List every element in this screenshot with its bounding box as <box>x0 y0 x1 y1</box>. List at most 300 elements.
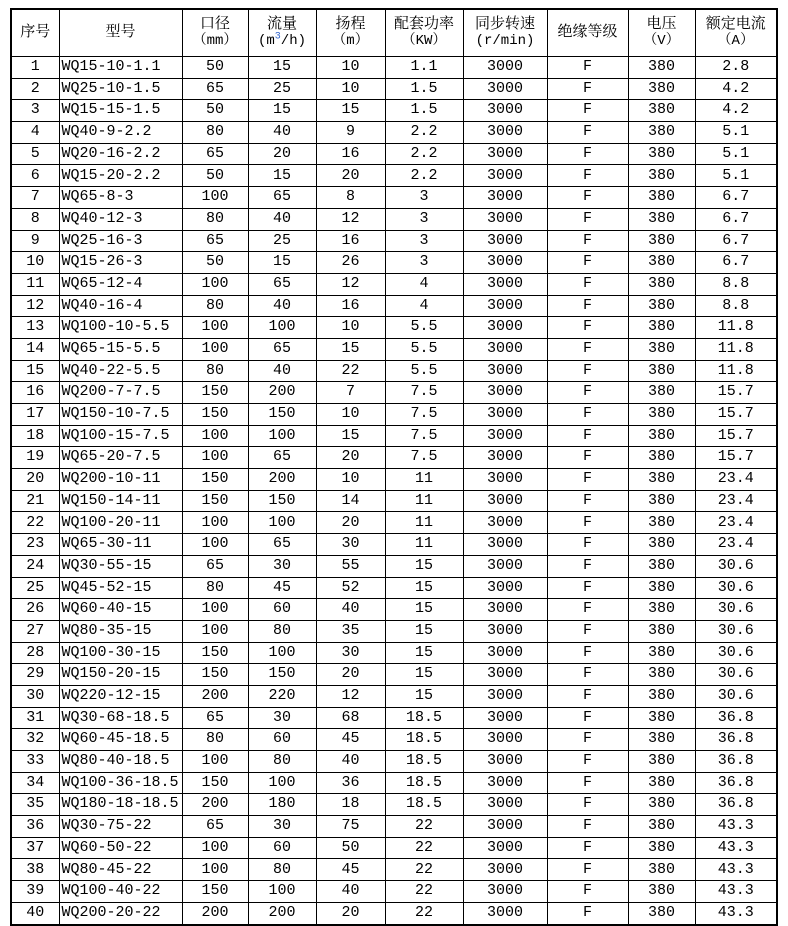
cell-flow: 200 <box>248 382 316 404</box>
cell-voltage: 380 <box>628 230 695 252</box>
cell-index: 9 <box>11 230 59 252</box>
cell-speed: 3000 <box>463 794 547 816</box>
cell-index: 39 <box>11 881 59 903</box>
cell-power: 2.2 <box>385 165 463 187</box>
cell-model: WQ100-40-22 <box>59 881 182 903</box>
cell-index: 26 <box>11 599 59 621</box>
column-unit: （m） <box>332 32 369 49</box>
table-row <box>11 382 777 404</box>
cell-flow: 200 <box>248 902 316 924</box>
cell-diameter: 150 <box>182 642 248 664</box>
cell-current: 11.8 <box>695 360 777 382</box>
cell-insulation: F <box>547 143 628 165</box>
table-row <box>11 642 777 664</box>
cell-flow: 80 <box>248 751 316 773</box>
column-unit: (r/min) <box>475 32 535 49</box>
cell-power: 22 <box>385 816 463 838</box>
cell-head: 10 <box>316 317 385 339</box>
cell-model: WQ220-12-15 <box>59 685 182 707</box>
cell-current: 6.7 <box>695 208 777 230</box>
cell-voltage: 380 <box>628 555 695 577</box>
cell-current: 36.8 <box>695 772 777 794</box>
cell-flow: 80 <box>248 859 316 881</box>
cell-flow: 15 <box>248 57 316 79</box>
table-row <box>11 78 777 100</box>
cell-insulation: F <box>547 469 628 491</box>
cell-power: 3 <box>385 230 463 252</box>
cell-insulation: F <box>547 577 628 599</box>
cell-speed: 3000 <box>463 772 547 794</box>
column-unit: （KW） <box>401 32 447 49</box>
cell-insulation: F <box>547 512 628 534</box>
cell-voltage: 380 <box>628 620 695 642</box>
cell-diameter: 100 <box>182 534 248 556</box>
cell-speed: 3000 <box>463 751 547 773</box>
cell-current: 15.7 <box>695 382 777 404</box>
column-title: 额定电流 <box>705 16 766 34</box>
cell-head: 45 <box>316 859 385 881</box>
cell-model: WQ30-55-15 <box>59 555 182 577</box>
column-title: 配套功率 <box>393 16 454 34</box>
cell-diameter: 100 <box>182 425 248 447</box>
cell-model: WQ15-26-3 <box>59 252 182 274</box>
cell-model: WQ100-20-11 <box>59 512 182 534</box>
cell-voltage: 380 <box>628 338 695 360</box>
column-title: 绝缘等级 <box>557 23 618 41</box>
cell-flow: 40 <box>248 122 316 144</box>
cell-index: 25 <box>11 577 59 599</box>
cell-index: 12 <box>11 295 59 317</box>
cell-current: 11.8 <box>695 317 777 339</box>
cell-voltage: 380 <box>628 599 695 621</box>
cell-insulation: F <box>547 78 628 100</box>
cell-index: 32 <box>11 729 59 751</box>
cell-power: 22 <box>385 859 463 881</box>
cell-index: 30 <box>11 685 59 707</box>
cell-power: 7.5 <box>385 404 463 426</box>
cell-insulation: F <box>547 425 628 447</box>
cell-index: 35 <box>11 794 59 816</box>
cell-current: 36.8 <box>695 794 777 816</box>
cell-index: 17 <box>11 404 59 426</box>
cell-voltage: 380 <box>628 664 695 686</box>
cell-insulation: F <box>547 772 628 794</box>
table-row <box>11 317 777 339</box>
table-row <box>11 165 777 187</box>
cell-head: 26 <box>316 252 385 274</box>
cell-current: 5.1 <box>695 165 777 187</box>
cell-voltage: 380 <box>628 816 695 838</box>
cell-power: 18.5 <box>385 751 463 773</box>
cell-diameter: 65 <box>182 230 248 252</box>
cell-power: 3 <box>385 252 463 274</box>
cell-model: WQ30-68-18.5 <box>59 707 182 729</box>
cell-diameter: 50 <box>182 165 248 187</box>
cell-model: WQ150-10-7.5 <box>59 404 182 426</box>
cell-current: 30.6 <box>695 664 777 686</box>
cell-model: WQ200-7-7.5 <box>59 382 182 404</box>
table-body <box>11 57 777 925</box>
cell-speed: 3000 <box>463 620 547 642</box>
cell-current: 23.4 <box>695 469 777 491</box>
cell-index: 33 <box>11 751 59 773</box>
table-row <box>11 404 777 426</box>
column-unit: （mm） <box>192 32 238 49</box>
cell-flow: 150 <box>248 664 316 686</box>
cell-index: 21 <box>11 490 59 512</box>
cell-head: 15 <box>316 100 385 122</box>
cell-speed: 3000 <box>463 360 547 382</box>
cell-diameter: 100 <box>182 837 248 859</box>
cell-diameter: 50 <box>182 252 248 274</box>
cell-insulation: F <box>547 642 628 664</box>
table-row <box>11 577 777 599</box>
table-row <box>11 685 777 707</box>
cell-model: WQ25-16-3 <box>59 230 182 252</box>
cell-model: WQ200-20-22 <box>59 902 182 924</box>
header-row <box>11 9 777 57</box>
cell-power: 1.1 <box>385 57 463 79</box>
cell-index: 7 <box>11 187 59 209</box>
cell-voltage: 380 <box>628 143 695 165</box>
table-row <box>11 208 777 230</box>
cell-speed: 3000 <box>463 555 547 577</box>
table-row <box>11 469 777 491</box>
cell-model: WQ20-16-2.2 <box>59 143 182 165</box>
cell-insulation: F <box>547 273 628 295</box>
cell-insulation: F <box>547 165 628 187</box>
table-row <box>11 338 777 360</box>
cell-model: WQ80-35-15 <box>59 620 182 642</box>
cell-speed: 3000 <box>463 859 547 881</box>
cell-index: 28 <box>11 642 59 664</box>
cell-index: 2 <box>11 78 59 100</box>
cell-flow: 60 <box>248 599 316 621</box>
column-header-current <box>695 9 777 57</box>
cell-speed: 3000 <box>463 729 547 751</box>
cell-head: 15 <box>316 425 385 447</box>
cell-current: 23.4 <box>695 490 777 512</box>
cell-model: WQ40-22-5.5 <box>59 360 182 382</box>
cell-head: 18 <box>316 794 385 816</box>
cell-power: 22 <box>385 902 463 924</box>
cell-diameter: 200 <box>182 794 248 816</box>
cell-flow: 200 <box>248 469 316 491</box>
cell-flow: 100 <box>248 772 316 794</box>
cell-voltage: 380 <box>628 317 695 339</box>
cell-flow: 220 <box>248 685 316 707</box>
cell-speed: 3000 <box>463 338 547 360</box>
cell-index: 27 <box>11 620 59 642</box>
cell-voltage: 380 <box>628 751 695 773</box>
cell-index: 14 <box>11 338 59 360</box>
cell-diameter: 100 <box>182 447 248 469</box>
cell-flow: 25 <box>248 78 316 100</box>
cell-current: 43.3 <box>695 902 777 924</box>
cell-current: 8.8 <box>695 273 777 295</box>
cell-diameter: 100 <box>182 187 248 209</box>
cell-speed: 3000 <box>463 816 547 838</box>
cell-index: 16 <box>11 382 59 404</box>
cell-current: 43.3 <box>695 837 777 859</box>
cell-voltage: 380 <box>628 469 695 491</box>
cell-model: WQ40-12-3 <box>59 208 182 230</box>
cubed-superscript: 3 <box>274 30 281 42</box>
cell-diameter: 150 <box>182 490 248 512</box>
cell-head: 12 <box>316 208 385 230</box>
cell-index: 22 <box>11 512 59 534</box>
cell-index: 10 <box>11 252 59 274</box>
column-title: 扬程 <box>335 16 366 34</box>
cell-power: 15 <box>385 642 463 664</box>
cell-speed: 3000 <box>463 642 547 664</box>
cell-power: 11 <box>385 512 463 534</box>
cell-speed: 3000 <box>463 447 547 469</box>
cell-voltage: 380 <box>628 859 695 881</box>
cell-diameter: 65 <box>182 555 248 577</box>
cell-flow: 60 <box>248 729 316 751</box>
cell-insulation: F <box>547 122 628 144</box>
cell-model: WQ25-10-1.5 <box>59 78 182 100</box>
cell-insulation: F <box>547 729 628 751</box>
cell-voltage: 380 <box>628 534 695 556</box>
cell-head: 20 <box>316 512 385 534</box>
table-row <box>11 122 777 144</box>
cell-current: 6.7 <box>695 230 777 252</box>
cell-model: WQ150-14-11 <box>59 490 182 512</box>
cell-power: 7.5 <box>385 447 463 469</box>
cell-flow: 100 <box>248 881 316 903</box>
cell-index: 19 <box>11 447 59 469</box>
table-row <box>11 447 777 469</box>
cell-index: 5 <box>11 143 59 165</box>
table-row <box>11 295 777 317</box>
cell-power: 15 <box>385 664 463 686</box>
cell-head: 50 <box>316 837 385 859</box>
table-row <box>11 534 777 556</box>
cell-voltage: 380 <box>628 512 695 534</box>
cell-model: WQ65-15-5.5 <box>59 338 182 360</box>
cell-flow: 65 <box>248 447 316 469</box>
cell-flow: 100 <box>248 317 316 339</box>
table-row <box>11 555 777 577</box>
cell-current: 23.4 <box>695 512 777 534</box>
cell-flow: 40 <box>248 295 316 317</box>
cell-voltage: 380 <box>628 794 695 816</box>
cell-index: 11 <box>11 273 59 295</box>
table-row <box>11 664 777 686</box>
cell-power: 15 <box>385 685 463 707</box>
column-header-head <box>316 9 385 57</box>
cell-power: 5.5 <box>385 360 463 382</box>
cell-head: 40 <box>316 751 385 773</box>
cell-voltage: 380 <box>628 881 695 903</box>
cell-flow: 30 <box>248 816 316 838</box>
cell-speed: 3000 <box>463 599 547 621</box>
cell-index: 18 <box>11 425 59 447</box>
cell-power: 18.5 <box>385 772 463 794</box>
cell-flow: 60 <box>248 837 316 859</box>
cell-model: WQ100-10-5.5 <box>59 317 182 339</box>
cell-speed: 3000 <box>463 577 547 599</box>
cell-flow: 65 <box>248 187 316 209</box>
cell-current: 2.8 <box>695 57 777 79</box>
cell-diameter: 100 <box>182 338 248 360</box>
column-unit: （A） <box>717 32 754 49</box>
cell-voltage: 380 <box>628 208 695 230</box>
cell-head: 20 <box>316 165 385 187</box>
cell-head: 55 <box>316 555 385 577</box>
column-title: 序号 <box>20 23 51 41</box>
cell-insulation: F <box>547 620 628 642</box>
cell-power: 2.2 <box>385 122 463 144</box>
cell-speed: 3000 <box>463 425 547 447</box>
cell-insulation: F <box>547 338 628 360</box>
cell-flow: 65 <box>248 273 316 295</box>
cell-insulation: F <box>547 859 628 881</box>
column-title: 电压 <box>646 16 677 34</box>
cell-speed: 3000 <box>463 208 547 230</box>
cell-index: 6 <box>11 165 59 187</box>
cell-voltage: 380 <box>628 425 695 447</box>
cell-current: 43.3 <box>695 859 777 881</box>
table-row <box>11 707 777 729</box>
cell-diameter: 65 <box>182 78 248 100</box>
cell-head: 10 <box>316 469 385 491</box>
cell-head: 68 <box>316 707 385 729</box>
cell-head: 45 <box>316 729 385 751</box>
cell-insulation: F <box>547 404 628 426</box>
cell-diameter: 65 <box>182 816 248 838</box>
cell-current: 15.7 <box>695 404 777 426</box>
cell-insulation: F <box>547 382 628 404</box>
cell-voltage: 380 <box>628 360 695 382</box>
cell-head: 16 <box>316 295 385 317</box>
cell-power: 2.2 <box>385 143 463 165</box>
cell-model: WQ150-20-15 <box>59 664 182 686</box>
cell-insulation: F <box>547 837 628 859</box>
cell-voltage: 380 <box>628 577 695 599</box>
cell-index: 20 <box>11 469 59 491</box>
cell-speed: 3000 <box>463 100 547 122</box>
cell-power: 3 <box>385 187 463 209</box>
cell-flow: 15 <box>248 252 316 274</box>
cell-voltage: 380 <box>628 252 695 274</box>
cell-diameter: 100 <box>182 859 248 881</box>
cell-index: 4 <box>11 122 59 144</box>
cell-insulation: F <box>547 57 628 79</box>
cell-flow: 25 <box>248 230 316 252</box>
cell-speed: 3000 <box>463 512 547 534</box>
cell-power: 3 <box>385 208 463 230</box>
cell-power: 18.5 <box>385 794 463 816</box>
cell-insulation: F <box>547 360 628 382</box>
cell-current: 6.7 <box>695 252 777 274</box>
cell-head: 9 <box>316 122 385 144</box>
cell-speed: 3000 <box>463 165 547 187</box>
cell-power: 5.5 <box>385 317 463 339</box>
cell-speed: 3000 <box>463 490 547 512</box>
cell-current: 36.8 <box>695 751 777 773</box>
cell-model: WQ200-10-11 <box>59 469 182 491</box>
cell-voltage: 380 <box>628 707 695 729</box>
cell-power: 1.5 <box>385 78 463 100</box>
cell-power: 15 <box>385 599 463 621</box>
cell-current: 30.6 <box>695 685 777 707</box>
table-row <box>11 187 777 209</box>
cell-current: 8.8 <box>695 295 777 317</box>
cell-index: 40 <box>11 902 59 924</box>
cell-flow: 40 <box>248 360 316 382</box>
cell-diameter: 100 <box>182 751 248 773</box>
cell-model: WQ40-16-4 <box>59 295 182 317</box>
column-header-power <box>385 9 463 57</box>
table-row <box>11 816 777 838</box>
column-header-model <box>59 9 182 57</box>
cell-flow: 100 <box>248 642 316 664</box>
cell-diameter: 150 <box>182 881 248 903</box>
cell-power: 11 <box>385 534 463 556</box>
cell-current: 30.6 <box>695 555 777 577</box>
cell-index: 29 <box>11 664 59 686</box>
cell-diameter: 150 <box>182 664 248 686</box>
cell-voltage: 380 <box>628 837 695 859</box>
cell-diameter: 100 <box>182 273 248 295</box>
cell-insulation: F <box>547 816 628 838</box>
column-title: 口径 <box>199 16 230 34</box>
table-row <box>11 620 777 642</box>
cell-diameter: 50 <box>182 57 248 79</box>
cell-insulation: F <box>547 599 628 621</box>
cell-current: 6.7 <box>695 187 777 209</box>
cell-current: 43.3 <box>695 816 777 838</box>
cell-flow: 180 <box>248 794 316 816</box>
cell-head: 16 <box>316 143 385 165</box>
cell-model: WQ100-15-7.5 <box>59 425 182 447</box>
column-title: 流量 <box>266 16 297 34</box>
cell-current: 36.8 <box>695 707 777 729</box>
cell-diameter: 100 <box>182 512 248 534</box>
cell-flow: 100 <box>248 425 316 447</box>
cell-diameter: 200 <box>182 685 248 707</box>
cell-insulation: F <box>547 490 628 512</box>
cell-speed: 3000 <box>463 404 547 426</box>
cell-head: 12 <box>316 273 385 295</box>
cell-current: 30.6 <box>695 599 777 621</box>
cell-index: 1 <box>11 57 59 79</box>
cell-flow: 20 <box>248 143 316 165</box>
cell-insulation: F <box>547 881 628 903</box>
cell-flow: 150 <box>248 490 316 512</box>
cell-speed: 3000 <box>463 57 547 79</box>
cell-insulation: F <box>547 902 628 924</box>
cell-model: WQ40-9-2.2 <box>59 122 182 144</box>
cell-current: 4.2 <box>695 78 777 100</box>
table-row <box>11 512 777 534</box>
cell-insulation: F <box>547 707 628 729</box>
cell-head: 36 <box>316 772 385 794</box>
cell-diameter: 100 <box>182 599 248 621</box>
table-row <box>11 599 777 621</box>
cell-voltage: 380 <box>628 187 695 209</box>
cell-model: WQ65-8-3 <box>59 187 182 209</box>
cell-index: 31 <box>11 707 59 729</box>
cell-speed: 3000 <box>463 230 547 252</box>
cell-current: 5.1 <box>695 122 777 144</box>
cell-diameter: 150 <box>182 382 248 404</box>
table-row <box>11 859 777 881</box>
cell-current: 30.6 <box>695 642 777 664</box>
